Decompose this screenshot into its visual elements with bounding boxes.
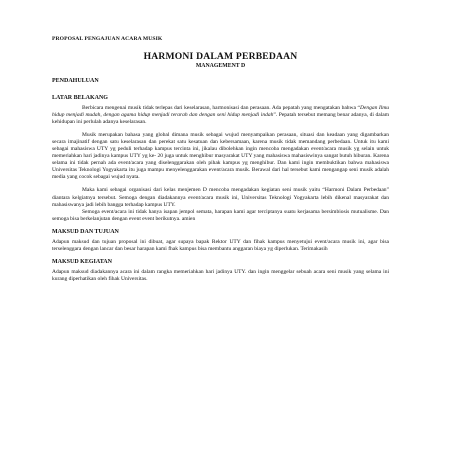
section-heading-latar-belakang: LATAR BELAKANG — [52, 95, 108, 101]
paragraph-1-quote: Dengan Ilmu hidup menjadi mudah, dengan agama hidup menjadi terarah dan dengan seni hidup menjadi indah — [52, 105, 389, 119]
latar-belakang-paragraph-2: Musik merupakan bahasa yang global dimana musik sebagai wujud menyampaikan perasaan, situasi dan keadaan yang digambarkan secara imajinatif dengan satu keselarasan dan perekat satu kesatuan dan kebersamaan, karena musik tidak memandang perbedaan. Untuk itu kami sebagai mahasiswa UTY yg peduli terhadap kampus tercinta ini, jikalau dibolehkan ingin mencoba mengadakan event/acara musik yg selain untuk memeriahkan hari jadinya kampus UTY yg ke- 20 juga untuk menghibur masyarakat UTY yang mahasiswa mahasiswinya sangat butuh hiburan. Karena selama ini tidak pernah ada event/acara yang diselenggarakan oleh pihak kampus yg menghibur. Dan kami ingin membuktikan bahwa mahasiswa Universitas Teknologi Yogyakarta itu juga mampu menyelenggarakan event/acara musik. Berawal dari hal tersebut kami mengangap seni musik adalah media yang cocok sebagai wujud nyata. — [52, 132, 389, 181]
section-heading-maksud-tujuan: MAKSUD DAN TUJUAN — [52, 228, 119, 235]
paragraph-1-text: Berbicara mengenai musik tidak terlepas dari keselarasan, harmonisasi dan perasaan. Ada pepatah yang mengatakan bahwa “ — [82, 105, 360, 111]
document-subtitle: MANAGEMENT D — [195, 63, 246, 69]
document-title: HARMONI DALAM PERBEDAAN — [143, 51, 298, 62]
document-header: PROPOSAL PENGAJUAN ACARA MUSIK — [52, 36, 163, 42]
section-heading-pendahuluan: PENDAHULUAN — [52, 78, 99, 84]
section-heading-maksud-kegiatan: MAKSUD KEGIATAN — [52, 258, 112, 265]
maksud-kegiatan-paragraph: Adapun maksud diadakannya acara ini dalam rangka memeriahkan hari jadinya UTY. dan ingin menggelar sebuah acara seni musik yang selama ini kurang diperhatikan oleh fihak Universitas. — [52, 268, 389, 282]
paragraph-1-end: ”. Pepatah tersebut memang benar adanya, di dalam kehidupan ini perlulah adanya keselarasan. — [52, 112, 389, 126]
latar-belakang-paragraph-4: Semoga event/acara ini tidak hanya isapan jempol semata, harapan kami agar terciptanya suatu kerjasama bersimbiosis mutualisme. Dan semoga bisa berkelanjutan dengan event event berikutnya. amien — [52, 208, 389, 222]
latar-belakang-paragraph-1 — [52, 105, 389, 126]
latar-belakang-paragraph-3: Maka kami sebagai organisasi dari kelas menjemen D mencoba mengadakan kegiatan seni musik yaitu “Harmoni Dalam Perbedaan” diantara kelgiatnya tersebut. Semoga dengan diadakannya event/acara musik ini, Universitas Teknologi Yogyakarta lebih dikenal masyarakat dan mahasiswanya jadi lebih bangga terhadap kampus UTY. — [52, 187, 389, 208]
maksud-tujuan-paragraph: Adapun maksud dan tujuan proposal ini dibuat, agar supaya bapak Rektor UTY dan fihak kampus menyetujui event/acara musik ini, agar bisa terselenggara dengan lancar dan besar harapan kami fhak kampus bisa membantu anggaran biaya yg diperlukan. Terimakasih — [52, 238, 389, 252]
